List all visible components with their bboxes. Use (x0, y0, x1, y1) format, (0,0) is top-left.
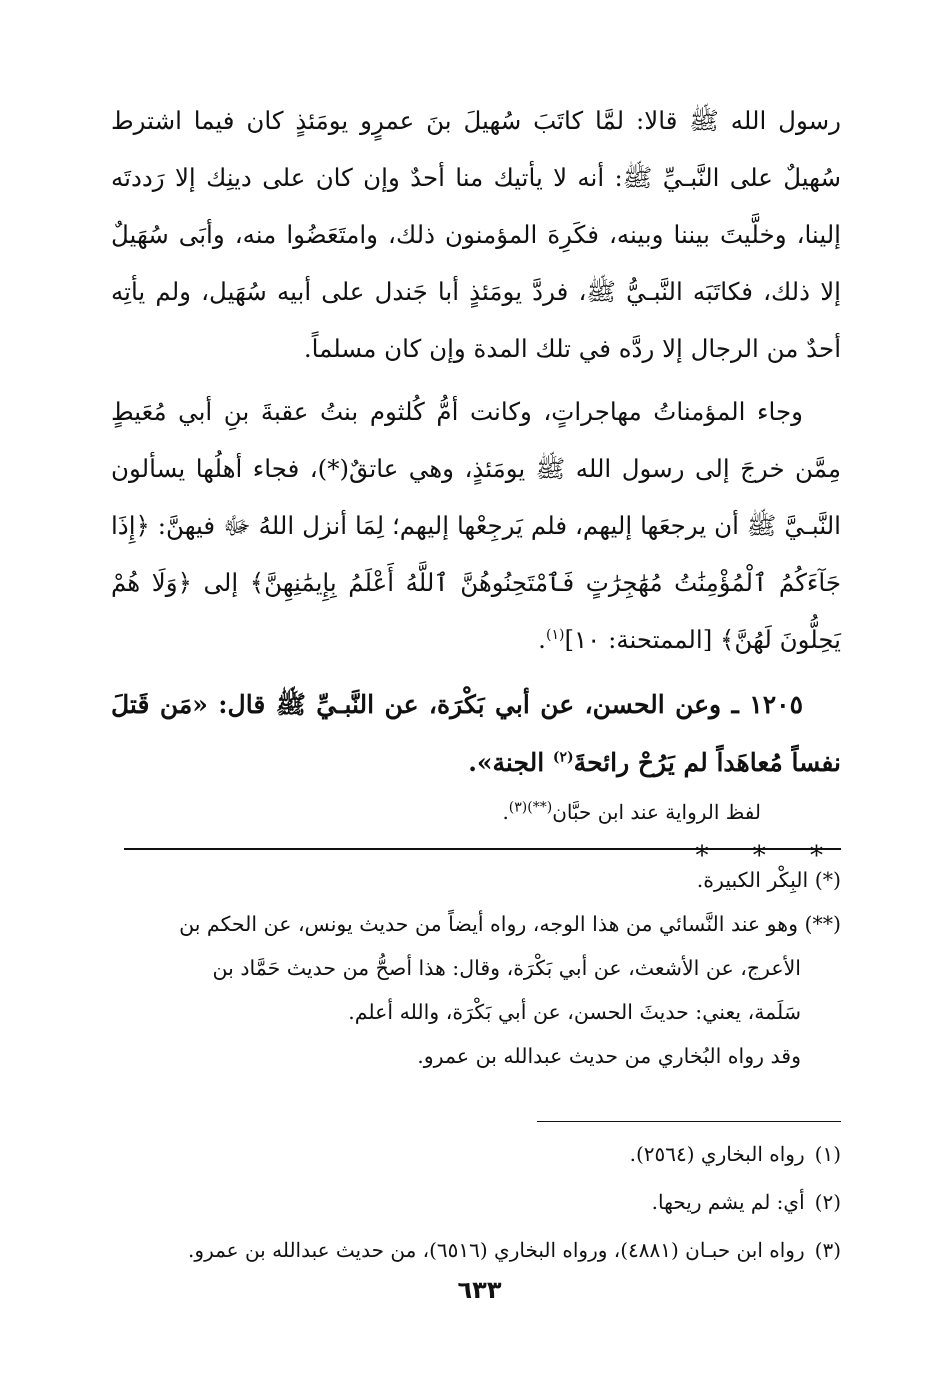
comment-1: (*) البِكْر الكبيرة. (696, 868, 841, 892)
footnote-1-text: رواه البخاري (٢٥٦٤). (629, 1142, 805, 1166)
footnote-2-text: أي: لم يشم ريحها. (651, 1190, 805, 1214)
editor-comments (111, 858, 841, 1078)
footnote-1 (111, 1130, 841, 1178)
main-text (111, 92, 841, 878)
footnote-2-number: (٢) (814, 1190, 841, 1214)
comment-2-line-2: الأعرج، عن الأشعث، عن أبي بَكْرَة، وقال: هذا أصحُّ من حديث حَمَّاد بن (212, 956, 801, 980)
comment-2-line-4: وقد رواه البُخاري من حديث عبدالله بن عمرو. (417, 1044, 801, 1068)
footnote-3-number: (٣) (814, 1238, 841, 1262)
narration-note-text: لفظ الرواية عند ابن حبَّان (552, 800, 761, 824)
hadith-text: ١٢٠٥ ـ وعن الحسن، عن أبي بَكْرَة، عن النَّبـيِّ ﷺ قال: «مَن قَتلَ نفساً مُعاهَداً لم يَرُحْ رائحةَ (111, 690, 841, 777)
footnote-ref-1: (١) (545, 626, 565, 643)
paragraph-1: رسول الله ﷺ قالا: لمَّا كاتَبَ سُهيلَ بنَ عمرٍو يومَئذٍ كان فيما اشترط سُهيلٌ على النَّبـيِّ ﷺ: أنه لا يأتيك منا أحدٌ وإن كان على دينِك إلا رَددتَه إلينا، وخلَّيتَ بيننا وبينه، فكَرِهَ المؤمنون ذلك، وامتَعَضُوا منه، وأبَى سُهَيلٌ إلا ذلك، فكاتَبَه النَّبـيُّ ﷺ، فردَّ يومَئذٍ أبا جَندل على أبيه سُهَيل، ولم يأتِه أحدٌ من الرجال إلا ردَّه في تلك المدة وإن كان مسلماً. (111, 106, 841, 363)
narration-note-end: . (502, 800, 509, 824)
narration-note (111, 792, 841, 832)
paragraph-2-text: وجاء المؤمناتُ مهاجراتٍ، وكانت أمُّ كُلثوم بنتُ عقبةَ بنِ أبي مُعَيطٍ مِمَّن خرجَ إلى رسول الله ﷺ يومَئذٍ، وهي عاتقٌ(*)، فجاء أهلُها يسألون النَّبـيَّ ﷺ أن يرجعَها إليهم، فلم يَرجِعْها إليهم؛ لِمَا أنزل اللهُ ﷻ فيهنَّ: ﴿إِذَا جَآءَكُمُ ٱلْمُؤْمِنَٰتُ مُهَٰجِرَٰتٍ فَٱمْتَحِنُوهُنَّ ٱللَّهُ أَعْلَمُ بِإِيمَٰنِهِنَّ﴾ إلى ﴿وَلَا هُمْ يَحِلُّونَ لَهُنَّ﴾ [الممتحنة: ١٠] (111, 397, 841, 654)
footnote-1-number: (١) (814, 1142, 841, 1166)
paragraph-2 (111, 383, 841, 668)
comments-divider (124, 848, 841, 850)
footnote-ref-3: (**)(٣) (508, 799, 553, 816)
section-separator: * * * (695, 841, 841, 871)
footnote-3-text: رواه ابن حبـان (٤٨٨١)، ورواه البخاري (٦٥١٦)، من حديث عبدالله بن عمرو. (188, 1238, 805, 1262)
footnotes-divider (537, 1121, 841, 1122)
footnote-ref-2: (٢) (552, 749, 574, 766)
paragraph-2-end: . (538, 625, 546, 654)
page-number: ٦٣٣ (457, 1276, 502, 1304)
footnote-3 (111, 1226, 841, 1274)
footnotes (111, 1130, 841, 1274)
footnote-2 (111, 1178, 841, 1226)
comment-2-line-3: سَلَمة، يعني: حديثَ الحسن، عن أبي بَكْرَة، والله أعلم. (348, 1000, 801, 1024)
hadith-end: الجنة». (468, 748, 553, 777)
comment-2-line-1: (**) وهو عند النَّسائي من هذا الوجه، رواه أيضاً من حديث يونس، عن الحكم بن (179, 912, 841, 936)
hadith-1205 (111, 676, 841, 792)
